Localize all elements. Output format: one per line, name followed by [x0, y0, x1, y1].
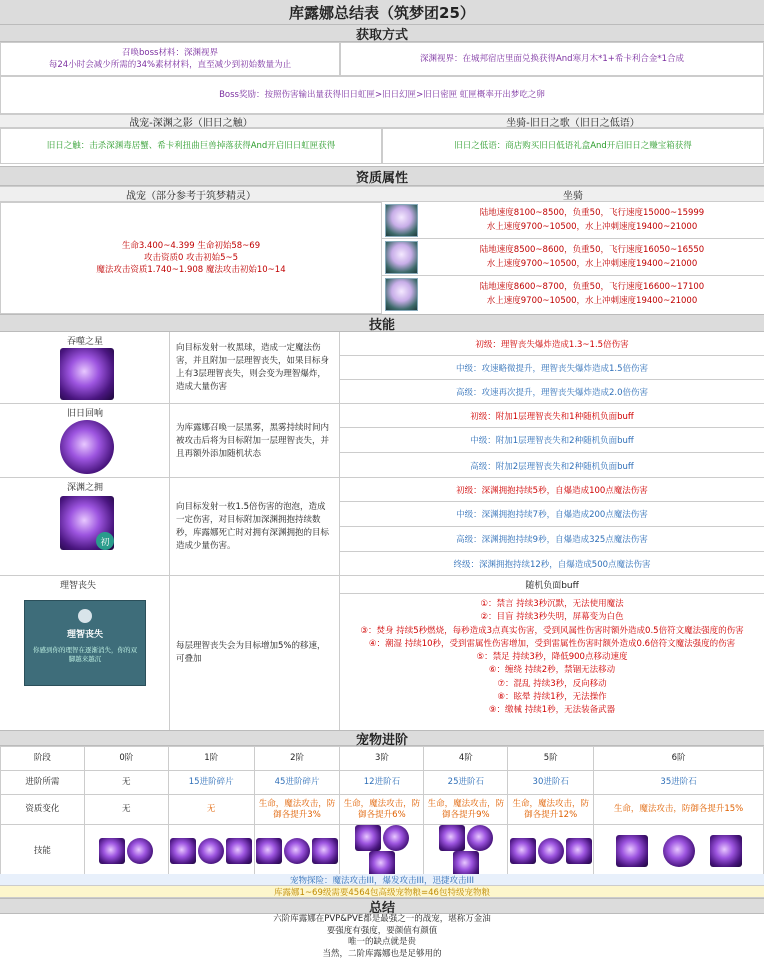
pet-attr-line: 魔法攻击资质1.740~1.908 魔法攻击初始10~14	[96, 265, 286, 275]
boss-reward-text: Boss奖励：按照伤害输出量获得旧日虹匣>旧日幻匣>旧日密匣 虹匣概率开出梦吃之卵	[219, 90, 545, 100]
buff-item: ⑨：缴械 持续1秒，无法装备武器	[488, 705, 616, 716]
old-echo-icon	[538, 838, 564, 864]
abyss-embrace-icon	[60, 496, 114, 550]
stage-cell: 4阶	[424, 747, 508, 771]
mount-get-cell	[382, 128, 764, 164]
skill-level: 初级：理智丧失爆炸造成1.3~1.5倍伤害	[340, 332, 764, 356]
stage-cell: 0阶	[84, 747, 168, 771]
table-row	[1, 795, 764, 825]
skill-level: 高级：深渊拥抱持续9秒，自爆造成325点魔法伤害	[340, 527, 764, 552]
advance-table	[0, 746, 764, 878]
need-cell: 15进阶碎片	[168, 771, 254, 795]
skills-cell	[340, 825, 424, 878]
stage-cell: 2阶	[254, 747, 340, 771]
summary-line: 唯一的缺点就是贵	[347, 937, 416, 947]
devour-star-icon	[99, 838, 125, 864]
row-label: 进阶所需	[1, 771, 85, 795]
section-acquire: 获取方式	[0, 24, 764, 42]
skill-level: 高级：附加2层理智丧失和2种随机负面buff	[470, 461, 634, 472]
devour-star-icon	[510, 838, 536, 864]
mount-attr-line: 陆地速度8500~8600，负重50，飞行速度16050~16550	[479, 245, 705, 255]
skill-level: 终级：深渊拥抱持续12秒，自爆造成500点魔法伤害	[453, 560, 651, 570]
old-echo-icon	[60, 420, 114, 474]
old-echo-icon	[383, 825, 409, 851]
skill-desc: 为库露娜召唤一层黑雾，黑雾持续时间内被攻击后将为目标附加一层理智丧失，并且再额外添加随机状态	[170, 404, 340, 478]
section-summary: 总结	[0, 898, 764, 914]
summon-line-2: 每24小时会减少所需的34%素材材料，直至减少到初始数量为止	[48, 60, 292, 70]
card-text: 你感到你的理智在逐渐消失，你的双脚越来越沉	[33, 646, 137, 663]
old-echo-icon	[127, 838, 153, 864]
change-cell: 无	[84, 795, 168, 825]
mount-attr-line: 陆地速度8100~8500，负重50，飞行速度15000~15999	[479, 208, 705, 218]
explore-text: 宠物探险：魔法攻击III，爆发攻击III，迅捷攻击III	[289, 875, 475, 886]
skill-desc: 每层理智丧失会为目标增加5%的移速，可叠加	[170, 576, 340, 730]
devour-star-icon	[355, 825, 381, 851]
page-title: 库露娜总结表（筑梦团25）	[0, 0, 764, 24]
pet-get-cell	[0, 128, 382, 164]
devour-star-icon	[60, 348, 114, 400]
abyss-embrace-icon	[226, 838, 252, 864]
need-cell: 35进阶石	[594, 771, 764, 795]
pet-get-text: 旧日之触：击杀深渊毒居蟹、希卡利扭曲巨兽掉落获得And开启旧日虹匣获得	[46, 141, 336, 151]
summon-line-1: 召唤boss材料：深渊视界	[122, 48, 218, 58]
abyss-embrace-icon	[710, 835, 742, 867]
stage-cell: 3阶	[340, 747, 424, 771]
mount-attr-line: 水上速度9700~10500，水上冲刺速度19400~21000	[486, 296, 698, 306]
attr-mount-header: 坐骑	[382, 186, 764, 202]
change-cell: 生命，魔法攻击，防御各提升12%	[508, 795, 594, 825]
attr-pet-header: 战宠（部分参考于筑梦精灵）	[0, 186, 382, 202]
mount-attr-list	[382, 202, 764, 314]
summary-line: 要强度有强度，要颜值有颜值	[326, 925, 438, 936]
old-echo-icon	[198, 838, 224, 864]
skill-row	[0, 404, 764, 478]
summary-line: 六阶库露娜在PVP&PVE都是最强之一的战宠，堪称万金油	[273, 914, 491, 924]
stage-cell: 6阶	[594, 747, 764, 771]
skill-desc: 向目标发射一枚1.5倍伤害的泡泡，造成一定伤害，对目标附加深渊拥抱持续数秒，库露娜死亡时对拥有深渊拥抱的目标造成少量伤害。	[170, 478, 340, 576]
mount-attr-line: 水上速度9700~10500，水上冲刺速度19400~21000	[486, 259, 698, 269]
skill-level: 初级：深渊拥抱持续5秒，自爆造成100点魔法伤害	[340, 478, 764, 502]
devour-star-icon	[170, 838, 196, 864]
skills-cell	[508, 825, 594, 878]
table-row	[1, 825, 764, 878]
old-echo-icon	[284, 838, 310, 864]
old-echo-icon	[663, 835, 695, 867]
summon-material-cell	[0, 42, 340, 76]
stage-cell: 1阶	[168, 747, 254, 771]
buff-item: ⑤：禁足 持续3秒，降低900点移动速度	[476, 652, 628, 663]
old-echo-icon	[467, 825, 493, 851]
buff-header: 随机负面buff	[340, 576, 764, 594]
boss-reward-cell	[0, 76, 764, 114]
buff-item: ③：焚身 持续5秒燃烧，每秒造成3点真实伤害，受到风属性伤害时额外造成0.5倍符文魔法强度的伤害	[360, 625, 744, 636]
skill-name: 旧日回响	[66, 409, 103, 419]
mount-attr-row	[382, 202, 764, 239]
abyss-vision-text: 深渊视界：在城邦宿店里面兑换获得And寒月木*1+希卡利合金*1合成	[419, 54, 685, 64]
mount-portrait-icon	[385, 241, 418, 274]
pet-attr-line: 攻击资质0 攻击初始5~5	[143, 253, 239, 263]
skills-cell	[594, 825, 764, 878]
mount-attr-line: 陆地速度8600~8700，负重50，飞行速度16600~17100	[479, 282, 705, 292]
mount-portrait-icon	[385, 278, 418, 311]
devour-star-icon	[256, 838, 282, 864]
mount-attr-row	[382, 239, 764, 276]
pet-header: 战宠-深渊之影（旧日之触）	[0, 114, 382, 128]
buff-item: ⑦：混乱 持续3秒，反向移动	[497, 678, 607, 689]
sanity-loss-card	[24, 600, 146, 686]
need-cell: 30进阶石	[508, 771, 594, 795]
section-skills: 技能	[0, 314, 764, 332]
mount-attr-line: 水上速度9700~10500，水上冲刺速度19400~21000	[486, 222, 698, 232]
skill-level: 中级：附加1层理智丧失和2种随机负面buff	[340, 428, 764, 453]
mount-portrait-icon	[385, 204, 418, 237]
section-attributes: 资质属性	[0, 166, 764, 186]
skill-level: 中级：攻速略微提升，理智丧失爆炸造成1.5倍伤害	[340, 356, 764, 380]
skill-row	[0, 332, 764, 404]
change-cell: 生命，魔法攻击，防御各提升6%	[340, 795, 424, 825]
change-cell: 无	[168, 795, 254, 825]
buff-item: ②：目盲 持续3秒失明，屏幕变为白色	[480, 612, 624, 623]
skill-level: 中级：深渊拥抱持续7秒，自爆造成200点魔法伤害	[340, 502, 764, 527]
abyss-vision-cell	[340, 42, 764, 76]
change-cell: 生命，魔法攻击，防御各提升9%	[424, 795, 508, 825]
tier-badge: 初	[96, 532, 114, 550]
row-label: 技能	[1, 825, 85, 878]
skills-cell	[84, 825, 168, 878]
summary-line: 当然，二阶库露娜也是足够用的	[322, 948, 442, 959]
mount-get-text: 旧日之低语：商店购买旧日低语礼盒And开启旧日之赚宝箱获得	[454, 141, 692, 151]
need-cell: 无	[84, 771, 168, 795]
table-row	[1, 771, 764, 795]
brain-icon	[78, 609, 92, 623]
devour-star-icon	[616, 835, 648, 867]
skill-name: 吞噬之星	[66, 337, 103, 347]
buff-item: ⑧：眩晕 持续1秒，无法操作	[497, 692, 607, 703]
skills-cell	[424, 825, 508, 878]
buff-list	[340, 598, 764, 718]
abyss-embrace-icon	[566, 838, 592, 864]
skill-desc: 向目标发射一枚黑球，造成一定魔法伤害，并且附加一层理智丧失，如果目标身上有3层理智丧失，则会变为理智爆炸，造成大量伤害	[170, 332, 340, 404]
change-cell: 生命，魔法攻击，防御各提升3%	[254, 795, 340, 825]
stage-cell: 5阶	[508, 747, 594, 771]
skill-row	[0, 478, 764, 576]
skills-cell	[168, 825, 254, 878]
row-label: 资质变化	[1, 795, 85, 825]
buff-item: ④：潮湿 持续10秒，受到雷属性伤害增加，受到雷属性伤害时额外造成0.6倍符文魔法强度的伤害	[368, 638, 736, 649]
change-cell: 生命，魔法攻击，防御各提升15%	[594, 795, 764, 825]
devour-star-icon	[439, 825, 465, 851]
buff-item: ⑥：缠绕 持续2秒，禁锢无法移动	[488, 665, 616, 676]
skill-level: 初级：附加1层理智丧失和1种随机负面buff	[340, 404, 764, 428]
summary-block	[0, 914, 764, 960]
need-cell: 12进阶石	[340, 771, 424, 795]
card-title: 理智丧失	[66, 630, 103, 640]
skill-name: 理智丧失	[60, 581, 97, 591]
section-advance: 宠物进阶	[0, 730, 764, 746]
skill-level: 高级：攻速再次提升，理智丧失爆炸造成2.0倍伤害	[455, 388, 649, 398]
abyss-embrace-icon	[312, 838, 338, 864]
mount-header: 坐骑-旧日之歌（旧日之低语）	[382, 114, 764, 128]
need-cell: 45进阶碎片	[254, 771, 340, 795]
skills-cell	[254, 825, 340, 878]
skill-row	[0, 576, 764, 730]
mount-attr-row	[382, 276, 764, 314]
table-row	[1, 747, 764, 771]
pet-attr-cell	[0, 202, 382, 314]
need-cell: 25进阶石	[424, 771, 508, 795]
food-text: 库露娜1~69级需要4564包高级宠物粮=46包特级宠物粮	[274, 887, 490, 898]
row-label: 阶段	[1, 747, 85, 771]
skill-name: 深渊之拥	[66, 483, 103, 493]
pet-attr-line: 生命3.400~4.399 生命初始58~69	[121, 241, 261, 251]
buff-item: ①：禁言 持续3秒沉默，无法使用魔法	[480, 599, 624, 609]
